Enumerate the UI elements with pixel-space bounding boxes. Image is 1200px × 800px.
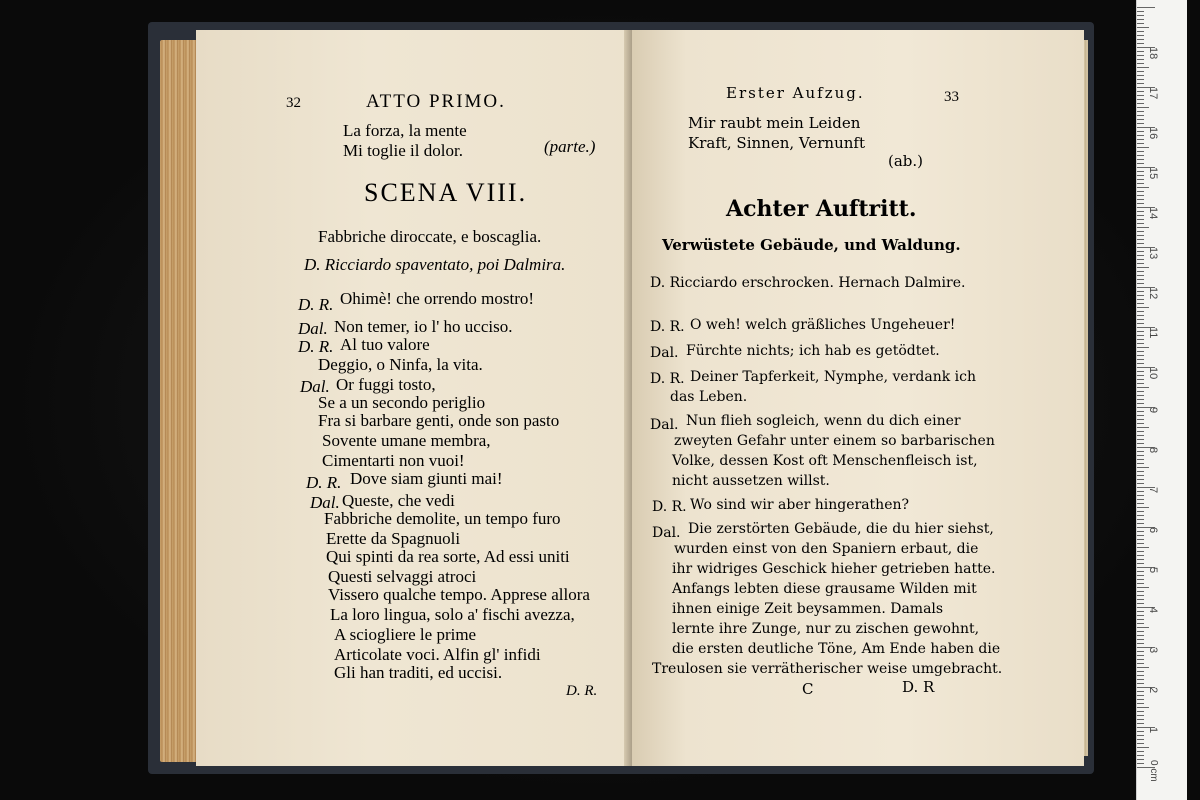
ruler-tick bbox=[1137, 319, 1144, 320]
ruler-number: 11 bbox=[1147, 327, 1159, 339]
ruler-tick bbox=[1137, 363, 1144, 364]
dialogue-line: Fra si barbare genti, onde son pasto bbox=[318, 411, 560, 430]
dialogue-line: Ohimè! che orrendo mostro! bbox=[340, 289, 535, 308]
ruler-number: 9 bbox=[1147, 407, 1159, 414]
text-line: D. Ricciardo spaventato, poi Dalmira. bbox=[304, 255, 566, 274]
ruler-tick bbox=[1137, 455, 1144, 456]
ruler-tick bbox=[1137, 359, 1144, 360]
ruler-tick bbox=[1137, 695, 1144, 696]
ruler-tick bbox=[1137, 639, 1144, 640]
ruler-tick bbox=[1137, 519, 1144, 520]
ruler-tick bbox=[1137, 663, 1144, 664]
ruler-number: 3 bbox=[1147, 647, 1159, 654]
ruler-number: 2 bbox=[1147, 687, 1159, 694]
speaker: Dal. bbox=[650, 417, 679, 433]
ruler-tick bbox=[1137, 123, 1144, 124]
ruler-tick bbox=[1137, 471, 1144, 472]
dialogue-line: Se a un secondo periglio bbox=[318, 393, 486, 412]
ruler-tick bbox=[1137, 211, 1144, 212]
dialogue-line: Questi selvaggi atroci bbox=[328, 567, 477, 586]
ruler-tick bbox=[1137, 303, 1144, 304]
ruler-tick bbox=[1137, 395, 1144, 396]
speaker: D. R. bbox=[298, 337, 334, 356]
ruler-tick bbox=[1137, 147, 1149, 148]
dialogue-line: Non temer, io l' ho ucciso. bbox=[334, 317, 513, 336]
ruler-tick bbox=[1137, 163, 1144, 164]
ruler-tick bbox=[1137, 203, 1144, 204]
ruler-tick bbox=[1137, 135, 1144, 136]
ruler-tick bbox=[1137, 499, 1144, 500]
ruler-unit-label: 0 cm bbox=[1148, 760, 1159, 782]
ruler-tick bbox=[1137, 227, 1149, 228]
ruler-tick bbox=[1137, 347, 1149, 348]
ruler-tick bbox=[1137, 387, 1149, 388]
ruler-tick bbox=[1137, 11, 1144, 12]
ruler-tick bbox=[1137, 579, 1144, 580]
ruler-tick bbox=[1137, 411, 1144, 412]
dialogue-line: Fabbriche demolite, un tempo furo bbox=[324, 509, 561, 528]
ruler-tick bbox=[1137, 375, 1144, 376]
ruler-number: 18 bbox=[1147, 47, 1159, 60]
ruler-tick bbox=[1137, 667, 1149, 668]
speaker: Dal. bbox=[652, 525, 681, 541]
ruler-tick bbox=[1137, 215, 1144, 216]
ruler-tick bbox=[1137, 495, 1144, 496]
ruler-tick bbox=[1137, 103, 1144, 104]
ruler-number: 14 bbox=[1147, 207, 1159, 220]
ruler-tick bbox=[1137, 151, 1144, 152]
ruler-tick bbox=[1137, 171, 1144, 172]
dialogue-line: Deggio, o Ninfa, la vita. bbox=[318, 355, 483, 374]
ruler-tick bbox=[1137, 463, 1144, 464]
ruler-tick bbox=[1137, 199, 1144, 200]
ruler-tick bbox=[1137, 131, 1144, 132]
ruler-number: 15 bbox=[1147, 167, 1159, 180]
ruler-tick bbox=[1137, 79, 1144, 80]
ruler-number: 13 bbox=[1147, 247, 1159, 260]
dialogue-line: Die zerstörten Gebäude, die du hier siehst, bbox=[688, 521, 994, 537]
ruler-tick bbox=[1137, 175, 1144, 176]
ruler-tick bbox=[1137, 435, 1144, 436]
page-number: 33 bbox=[944, 89, 959, 105]
ruler-number: 4 bbox=[1147, 607, 1159, 614]
ruler-tick bbox=[1137, 259, 1144, 260]
ruler-tick bbox=[1137, 595, 1144, 596]
ruler-tick bbox=[1137, 531, 1144, 532]
ruler-tick bbox=[1137, 491, 1144, 492]
ruler-tick bbox=[1137, 43, 1144, 44]
ruler-tick bbox=[1137, 183, 1144, 184]
dialogue-line: Queste, che vedi bbox=[342, 491, 455, 510]
ruler-tick bbox=[1137, 283, 1144, 284]
ruler-tick bbox=[1137, 743, 1144, 744]
ruler-tick bbox=[1137, 35, 1144, 36]
text-line: Mir raubt mein Leiden bbox=[688, 114, 861, 132]
ruler-tick bbox=[1137, 271, 1144, 272]
ruler-tick bbox=[1137, 15, 1144, 16]
ruler-tick bbox=[1137, 267, 1149, 268]
ruler-tick bbox=[1137, 315, 1144, 316]
dialogue-line: das Leben. bbox=[670, 389, 748, 405]
ruler-number: 12 bbox=[1147, 287, 1159, 300]
ruler-tick bbox=[1137, 75, 1144, 76]
ruler-tick bbox=[1137, 55, 1144, 56]
ruler-tick bbox=[1137, 671, 1144, 672]
ruler-tick bbox=[1137, 339, 1144, 340]
ruler-tick bbox=[1137, 143, 1144, 144]
ruler-tick bbox=[1137, 63, 1144, 64]
dialogue-line: Qui spinti da rea sorte, Ad essi uniti bbox=[326, 547, 570, 566]
measuring-ruler bbox=[1136, 0, 1187, 800]
dialogue-line: Treulosen sie verrätherischer weise umgebracht. bbox=[652, 661, 1003, 677]
speaker: Dal. bbox=[310, 493, 340, 512]
ruler-tick bbox=[1137, 731, 1144, 732]
ruler-tick bbox=[1137, 423, 1144, 424]
ruler-tick bbox=[1137, 263, 1144, 264]
ruler-tick bbox=[1137, 619, 1144, 620]
ruler-tick bbox=[1137, 559, 1144, 560]
dialogue-line: die ersten deutliche Töne, Am Ende haben die bbox=[672, 641, 1001, 657]
text-line: Fabbriche diroccate, e boscaglia. bbox=[318, 227, 542, 246]
ruler-tick bbox=[1137, 555, 1144, 556]
speaker: D. R. bbox=[652, 499, 687, 515]
stage-direction: (parte.) bbox=[544, 137, 596, 156]
ruler-tick bbox=[1137, 231, 1144, 232]
ruler-tick bbox=[1137, 399, 1144, 400]
ruler-tick bbox=[1137, 635, 1144, 636]
dialogue-line: Deiner Tapferkeit, Nymphe, verdank ich bbox=[690, 369, 977, 385]
ruler-tick bbox=[1137, 515, 1144, 516]
ruler-tick bbox=[1137, 139, 1144, 140]
ruler-tick bbox=[1137, 67, 1149, 68]
ruler-tick bbox=[1137, 739, 1144, 740]
ruler-tick bbox=[1137, 563, 1144, 564]
ruler-tick bbox=[1137, 279, 1144, 280]
page-block-edge bbox=[160, 40, 200, 762]
ruler-tick bbox=[1137, 703, 1144, 704]
ruler-tick bbox=[1137, 683, 1144, 684]
ruler-tick bbox=[1137, 539, 1144, 540]
ruler-tick bbox=[1137, 307, 1149, 308]
ruler-tick bbox=[1137, 391, 1144, 392]
ruler-tick bbox=[1137, 735, 1144, 736]
dialogue-line: wurden einst von den Spaniern erbaut, die bbox=[674, 541, 979, 557]
speaker: D. R. bbox=[650, 371, 685, 387]
ruler-tick bbox=[1137, 627, 1149, 628]
ruler-tick bbox=[1137, 107, 1149, 108]
ruler-tick bbox=[1137, 543, 1144, 544]
ruler-tick bbox=[1137, 51, 1144, 52]
dialogue-line: Fürchte nichts; ich hab es getödtet. bbox=[686, 343, 940, 359]
dialogue-line: La loro lingua, solo a' fischi avezza, bbox=[330, 605, 575, 624]
ruler-tick bbox=[1137, 723, 1144, 724]
dialogue-line: Erette da Spagnuoli bbox=[326, 529, 461, 548]
ruler-tick bbox=[1137, 483, 1144, 484]
text-line: Kraft, Sinnen, Vernunft bbox=[688, 134, 865, 152]
dialogue-line: Articolate voci. Alfin gl' infidi bbox=[334, 645, 541, 664]
speaker: D. R. bbox=[650, 319, 685, 335]
ruler-tick bbox=[1137, 719, 1144, 720]
ruler-tick bbox=[1137, 511, 1144, 512]
ruler-tick bbox=[1137, 571, 1144, 572]
dialogue-line: Or fuggi tosto, bbox=[336, 375, 436, 394]
ruler-number: 16 bbox=[1147, 127, 1159, 140]
ruler-tick bbox=[1137, 115, 1144, 116]
ruler-tick bbox=[1137, 275, 1144, 276]
dialogue-line: A sciogliere le prime bbox=[334, 625, 477, 644]
ruler-tick bbox=[1137, 91, 1144, 92]
dialogue-line: ihr widriges Geschick hieher getrieben hatte. bbox=[672, 561, 996, 577]
speaker: D. R. bbox=[306, 473, 342, 492]
ruler-tick bbox=[1137, 755, 1144, 756]
ruler-tick bbox=[1137, 351, 1144, 352]
dialogue-line: ihnen einige Zeit beysammen. Damals bbox=[672, 601, 944, 617]
ruler-tick bbox=[1137, 759, 1144, 760]
ruler-tick bbox=[1137, 323, 1144, 324]
ruler-number: 1 bbox=[1147, 727, 1159, 734]
ruler-tick bbox=[1137, 291, 1144, 292]
dialogue-line: Cimentarti non vuoi! bbox=[322, 451, 465, 470]
ruler-tick bbox=[1137, 503, 1144, 504]
dialogue-line: Sovente umane membra, bbox=[322, 431, 491, 450]
ruler-tick bbox=[1137, 599, 1144, 600]
text-line: D. Ricciardo erschrocken. Hernach Dalmire. bbox=[650, 275, 966, 291]
ruler-number: 10 bbox=[1147, 367, 1159, 380]
ruler-tick bbox=[1137, 711, 1144, 712]
speaker: Dal. bbox=[300, 377, 330, 396]
speaker: Dal. bbox=[298, 319, 328, 338]
ruler-tick bbox=[1137, 59, 1144, 60]
ruler-tick bbox=[1137, 551, 1144, 552]
ruler-tick bbox=[1137, 611, 1144, 612]
ruler-tick bbox=[1137, 371, 1144, 372]
dialogue-line: Nun flieh sogleich, wenn du dich einer bbox=[686, 413, 961, 429]
ruler-number: 17 bbox=[1147, 87, 1159, 100]
catchword: D. R. bbox=[566, 683, 598, 699]
ruler-tick bbox=[1137, 95, 1144, 96]
ruler-tick bbox=[1137, 71, 1144, 72]
ruler-tick bbox=[1137, 631, 1144, 632]
ruler-tick bbox=[1137, 763, 1144, 764]
ruler-tick bbox=[1137, 255, 1144, 256]
dialogue-line: lernte ihre Zunge, nur zu zischen gewohnt, bbox=[672, 621, 980, 637]
ruler-tick bbox=[1137, 191, 1144, 192]
ruler-tick bbox=[1137, 615, 1144, 616]
ruler-tick bbox=[1137, 251, 1144, 252]
ruler-tick bbox=[1137, 299, 1144, 300]
dialogue-line: zweyten Gefahr unter einem so barbarischen bbox=[674, 433, 995, 449]
ruler-tick bbox=[1137, 195, 1144, 196]
ruler-tick bbox=[1137, 415, 1144, 416]
ruler-tick bbox=[1137, 419, 1144, 420]
ruler-tick bbox=[1137, 379, 1144, 380]
ruler-tick bbox=[1137, 179, 1144, 180]
ruler-tick bbox=[1137, 343, 1144, 344]
ruler-tick bbox=[1137, 675, 1144, 676]
ruler-tick bbox=[1137, 27, 1149, 28]
ruler-tick bbox=[1137, 99, 1144, 100]
dialogue-line: O weh! welch gräßliches Ungeheuer! bbox=[690, 317, 956, 333]
ruler-tick bbox=[1137, 507, 1149, 508]
ruler-tick bbox=[1137, 747, 1149, 748]
ruler-tick bbox=[1137, 403, 1144, 404]
ruler-number: 5 bbox=[1147, 567, 1159, 574]
dialogue-line: nicht aussetzen willst. bbox=[672, 473, 830, 489]
stage-direction: (ab.) bbox=[888, 152, 924, 170]
text-line: La forza, la mente bbox=[343, 121, 467, 140]
ruler-tick bbox=[1137, 223, 1144, 224]
dialogue-line: Gli han traditi, ed uccisi. bbox=[334, 663, 503, 682]
ruler-tick bbox=[1137, 243, 1144, 244]
ruler-tick bbox=[1137, 587, 1149, 588]
running-head: ATTO PRIMO. bbox=[366, 91, 506, 112]
dialogue-line: Dove siam giunti mai! bbox=[350, 469, 503, 488]
ruler-tick bbox=[1137, 603, 1144, 604]
ruler-tick bbox=[1137, 331, 1144, 332]
ruler-tick bbox=[1137, 427, 1149, 428]
ruler-number: 6 bbox=[1147, 527, 1159, 534]
ruler-tick bbox=[1137, 659, 1144, 660]
ruler-number: 7 bbox=[1147, 487, 1159, 494]
ruler-tick bbox=[1137, 311, 1144, 312]
ruler-tick bbox=[1137, 443, 1144, 444]
ruler-tick bbox=[1137, 111, 1144, 112]
ruler-tick bbox=[1137, 651, 1144, 652]
dialogue-line: Wo sind wir aber hingerathen? bbox=[690, 497, 909, 513]
ruler-tick bbox=[1137, 691, 1144, 692]
ruler-tick bbox=[1137, 83, 1144, 84]
ruler-tick bbox=[1137, 23, 1144, 24]
ruler-tick bbox=[1137, 535, 1144, 536]
ruler-tick bbox=[1137, 439, 1144, 440]
ruler-tick bbox=[1137, 679, 1144, 680]
ruler-tick bbox=[1137, 187, 1149, 188]
speaker: D. R. bbox=[298, 295, 334, 314]
ruler-tick bbox=[1137, 467, 1149, 468]
ruler-tick bbox=[1137, 591, 1144, 592]
ruler-tick bbox=[1137, 623, 1144, 624]
text-line: Mi toglie il dolor. bbox=[343, 141, 463, 160]
ruler-tick bbox=[1137, 31, 1144, 32]
ruler-tick bbox=[1137, 547, 1149, 548]
signature-mark: C bbox=[802, 680, 814, 698]
ruler-tick bbox=[1137, 295, 1144, 296]
ruler-tick bbox=[1137, 451, 1144, 452]
ruler-tick bbox=[1137, 655, 1144, 656]
ruler-tick bbox=[1137, 239, 1144, 240]
ruler-tick bbox=[1137, 459, 1144, 460]
dialogue-line: Al tuo valore bbox=[340, 335, 430, 354]
ruler-tick bbox=[1137, 479, 1144, 480]
scene-heading: SCENA VIII. bbox=[364, 178, 528, 207]
ruler-tick bbox=[1137, 159, 1144, 160]
ruler-tick bbox=[1137, 431, 1144, 432]
ruler-tick bbox=[1137, 119, 1144, 120]
dialogue-line: Volke, dessen Kost oft Menschenfleisch ist, bbox=[672, 453, 978, 469]
ruler-tick bbox=[1137, 219, 1144, 220]
ruler-tick bbox=[1137, 575, 1144, 576]
ruler-tick bbox=[1137, 523, 1144, 524]
text-line: Verwüstete Gebäude, und Waldung. bbox=[662, 236, 961, 254]
ruler-tick bbox=[1137, 39, 1144, 40]
page-number: 32 bbox=[286, 95, 301, 111]
ruler-tick bbox=[1137, 335, 1144, 336]
ruler-tick bbox=[1137, 355, 1144, 356]
ruler-tick bbox=[1137, 583, 1144, 584]
ruler-tick bbox=[1137, 155, 1144, 156]
ruler-tick bbox=[1137, 19, 1144, 20]
speaker: Dal. bbox=[650, 345, 679, 361]
running-head: Erster Aufzug. bbox=[726, 84, 865, 102]
ruler-tick bbox=[1137, 475, 1144, 476]
ruler-tick bbox=[1137, 707, 1149, 708]
dialogue-line: Vissero qualche tempo. Apprese allora bbox=[328, 585, 590, 604]
ruler-tick bbox=[1137, 235, 1144, 236]
ruler-tick bbox=[1137, 699, 1144, 700]
ruler-tick bbox=[1137, 715, 1144, 716]
ruler-tick bbox=[1137, 383, 1144, 384]
scene-heading: Achter Auftritt. bbox=[726, 196, 917, 222]
ruler-tick bbox=[1137, 643, 1144, 644]
ruler-tick bbox=[1137, 7, 1155, 8]
ruler-number: 8 bbox=[1147, 447, 1159, 454]
ruler-tick bbox=[1137, 751, 1144, 752]
dialogue-line: Anfangs lebten diese grausame Wilden mit bbox=[672, 581, 977, 597]
catchword: D. R bbox=[902, 678, 935, 696]
